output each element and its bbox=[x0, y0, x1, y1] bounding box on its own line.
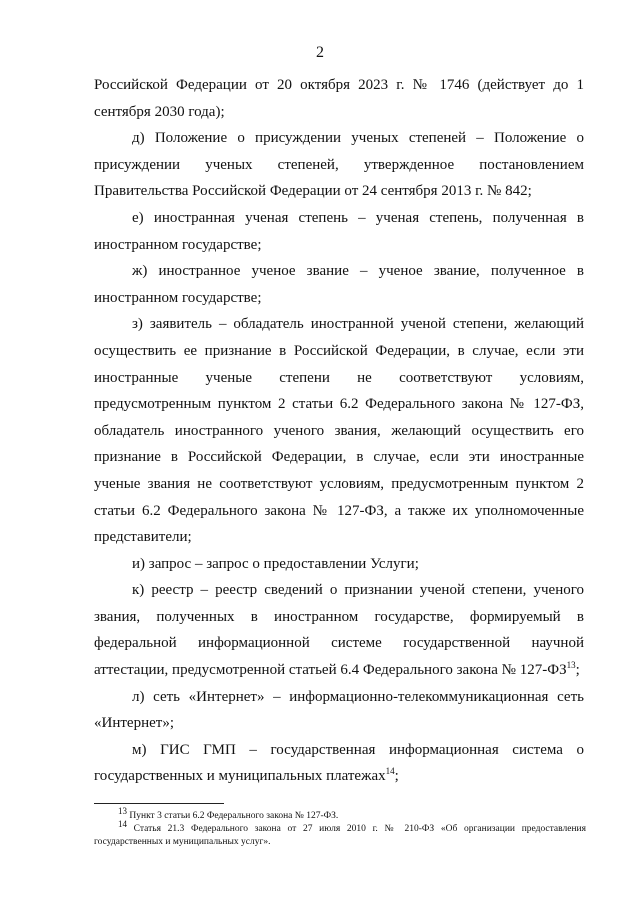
paragraph-zh bbox=[94, 258, 584, 311]
footnote-ref-13[interactable]: 13 bbox=[566, 660, 576, 671]
footnote-number: 13 bbox=[118, 805, 127, 816]
paragraph-m bbox=[94, 737, 584, 790]
paragraph-text: к) реестр – реестр сведений о признании ученой степени, ученого звания, полученных в иностранном государстве, формируемый в федеральной информационной системе государственной научной аттестации, предусмотренной статьей 6.4 Федерального закона № 127-ФЗ bbox=[94, 582, 584, 679]
footnote-text: Статья 21.3 Федерального закона от 27 июля 2010 г. № 210-ФЗ «Об организации предоставления государственных и муниципальных услуг». bbox=[94, 824, 586, 847]
paragraph-text: д) Положение о присуждении ученых степеней – Положение о присуждении ученых степеней, утвержденное постановлением Правительства Российской Федерации от 24 сентября 2013 г. № 842; bbox=[94, 130, 584, 200]
paragraph-continuation bbox=[94, 72, 584, 125]
footnote-14 bbox=[94, 818, 586, 849]
paragraph-end: ; bbox=[575, 662, 580, 679]
paragraph-z bbox=[94, 311, 584, 550]
paragraph-text: и) запрос – запрос о предоставлении Услуги; bbox=[132, 555, 419, 572]
page-number: 2 bbox=[316, 44, 324, 61]
paragraph-text: з) заявитель – обладатель иностранной ученой степени, желающий осуществить ее признание в Российской Федерации, в случае, если эти иностранные ученые степени не соответствуют условиям, предусмотренным пунктом 2 статьи 6.2 Федерального закона № 127-ФЗ, обладатель иностранного ученого звания, желающий осуществить его признание в Российской Федерации, в случае, если эти иностранные ученые звания не соответствуют условиям, предусмотренным пунктом 2 статьи 6.2 Федерального закона № 127-ФЗ, а также их уполномоченные представители; bbox=[94, 316, 584, 546]
paragraph-k bbox=[94, 577, 584, 683]
paragraph-i bbox=[94, 551, 584, 578]
paragraph-l bbox=[94, 684, 584, 737]
footnotes bbox=[94, 805, 586, 849]
paragraph-text: ж) иностранное ученое звание – ученое звание, полученное в иностранном государстве; bbox=[94, 263, 584, 306]
paragraph-text: л) сеть «Интернет» – информационно-телекоммуникационная сеть «Интернет»; bbox=[94, 688, 584, 732]
footnote-number: 14 bbox=[118, 818, 127, 829]
footnote-ref-14[interactable]: 14 bbox=[385, 766, 395, 777]
paragraph-end: ; bbox=[394, 768, 399, 785]
paragraph-e bbox=[94, 205, 584, 258]
paragraph-d bbox=[94, 125, 584, 205]
paragraph-text: е) иностранная ученая степень – ученая степень, полученная в иностранном государстве; bbox=[94, 209, 584, 253]
paragraph-text: Российской Федерации от 20 октября 2023 г. № 1746 (действует до 1 сентября 2030 года); bbox=[94, 77, 584, 120]
document-body bbox=[94, 72, 584, 790]
footnote-text: Пункт 3 статьи 6.2 Федерального закона № 127-ФЗ. bbox=[127, 811, 339, 821]
paragraph-text: м) ГИС ГМП – государственная информационная система о государственных и муниципальных платежах bbox=[94, 741, 584, 785]
footnote-divider bbox=[94, 803, 224, 804]
footnote-13 bbox=[94, 805, 586, 823]
